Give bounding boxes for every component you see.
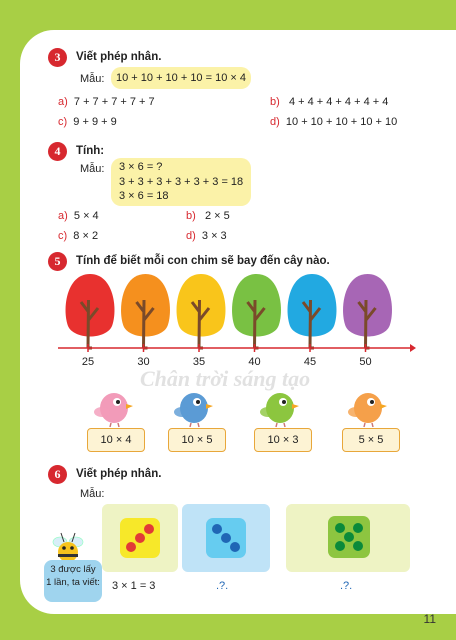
- panel-1-answer: 3 × 1 = 3: [112, 580, 156, 592]
- bubble-line: 1 lần, ta viết:: [46, 577, 100, 588]
- exercise-4-item-c: c) 8 × 2: [58, 230, 99, 242]
- number-line-label: 50: [359, 356, 372, 368]
- exercise-4-number: 4: [48, 142, 67, 161]
- bird-expression-card: 10 × 3: [254, 428, 312, 452]
- panel-3: [286, 504, 410, 572]
- bee-speech-bubble: [44, 560, 102, 602]
- birds: [0, 380, 456, 428]
- exercise-4-mau-label: Mẫu:: [80, 163, 105, 175]
- dice-dot: [335, 523, 345, 533]
- exercise-6-mau-label: Mẫu:: [80, 488, 105, 500]
- dice-dot: [353, 523, 363, 533]
- dice-dot: [230, 542, 240, 552]
- bird-expression-card: 10 × 4: [87, 428, 145, 452]
- exercise-5-title: Tính để biết mỗi con chim sẽ bay đến cây nào.: [76, 255, 330, 267]
- exercise-3-item-c: c) 9 + 9 + 9: [58, 116, 117, 128]
- exercise-4-title: Tính:: [76, 145, 105, 157]
- exercise-3-item-d: d) 10 + 10 + 10 + 10 + 10: [270, 116, 398, 128]
- dice-three-icon: [206, 518, 246, 558]
- number-line-label: 25: [81, 356, 95, 368]
- dice-dot: [335, 541, 345, 551]
- exercise-3-number: 3: [48, 48, 67, 67]
- dice-dot: [212, 524, 222, 534]
- exercise-3-mau-label: Mẫu:: [80, 73, 105, 85]
- bird-icon: [94, 393, 133, 427]
- number-line-label: 45: [303, 356, 317, 368]
- example-line: 3 × 6 = 18: [119, 190, 169, 202]
- tree-number-line: [0, 270, 456, 370]
- dice-dot: [135, 533, 145, 543]
- tree-icon: [232, 274, 281, 348]
- bee-icon: [50, 530, 86, 564]
- example-line: 3 + 3 + 3 + 3 + 3 + 3 = 18: [119, 175, 244, 188]
- tree-icon: [343, 274, 392, 348]
- number-line-arrow-icon: [410, 344, 416, 352]
- exercise-6-number: 6: [48, 465, 67, 484]
- example-line: 3 × 6 = ?: [119, 161, 163, 173]
- dice-five-icon: [328, 516, 370, 558]
- bird-icon: [174, 393, 213, 427]
- bird-icon: [348, 393, 387, 427]
- exercise-6-title: Viết phép nhân.: [76, 468, 162, 480]
- dice-dot: [221, 533, 231, 543]
- panel-2-answer: .?.: [216, 580, 229, 592]
- dice-dot: [126, 542, 136, 552]
- watermark: Chân trời sáng tạo: [140, 366, 311, 391]
- exercise-5-number: 5: [48, 252, 67, 271]
- dice-dot: [144, 524, 154, 534]
- bird-expression-card: 5 × 5: [342, 428, 400, 452]
- exercise-3-item-a: a) 7 + 7 + 7 + 7 + 7: [58, 96, 155, 108]
- exercise-3-example: 10 + 10 + 10 + 10 = 10 × 4: [111, 67, 251, 89]
- tree-icon: [288, 274, 337, 348]
- bubble-line: 3 được lấy: [50, 564, 96, 575]
- exercise-3-title: Viết phép nhân.: [76, 51, 162, 63]
- panel-3-answer: .?.: [340, 580, 353, 592]
- panel-1: [102, 504, 178, 572]
- number-line-label: 35: [192, 356, 206, 368]
- bird-expression-card: 10 × 5: [168, 428, 226, 452]
- dice-dot: [344, 532, 354, 542]
- number-line-label: 40: [248, 356, 261, 368]
- exercise-4-item-b: b) 2 × 5: [186, 210, 230, 222]
- number-line-label: 30: [137, 356, 150, 368]
- tree-icon: [66, 274, 115, 348]
- tree-icon: [121, 274, 170, 348]
- bird-icon: [260, 393, 299, 427]
- exercise-4-item-a: a) 5 × 4: [58, 210, 99, 222]
- tree-icon: [177, 274, 226, 348]
- dice-three-icon: [120, 518, 160, 558]
- panel-2: [182, 504, 270, 572]
- page-number: 11: [423, 612, 436, 626]
- exercise-4-example: [111, 158, 251, 206]
- exercise-4-item-d: d) 3 × 3: [186, 230, 227, 242]
- dice-dot: [353, 541, 363, 551]
- exercise-3-item-b: b) 4 + 4 + 4 + 4 + 4 + 4: [270, 96, 389, 108]
